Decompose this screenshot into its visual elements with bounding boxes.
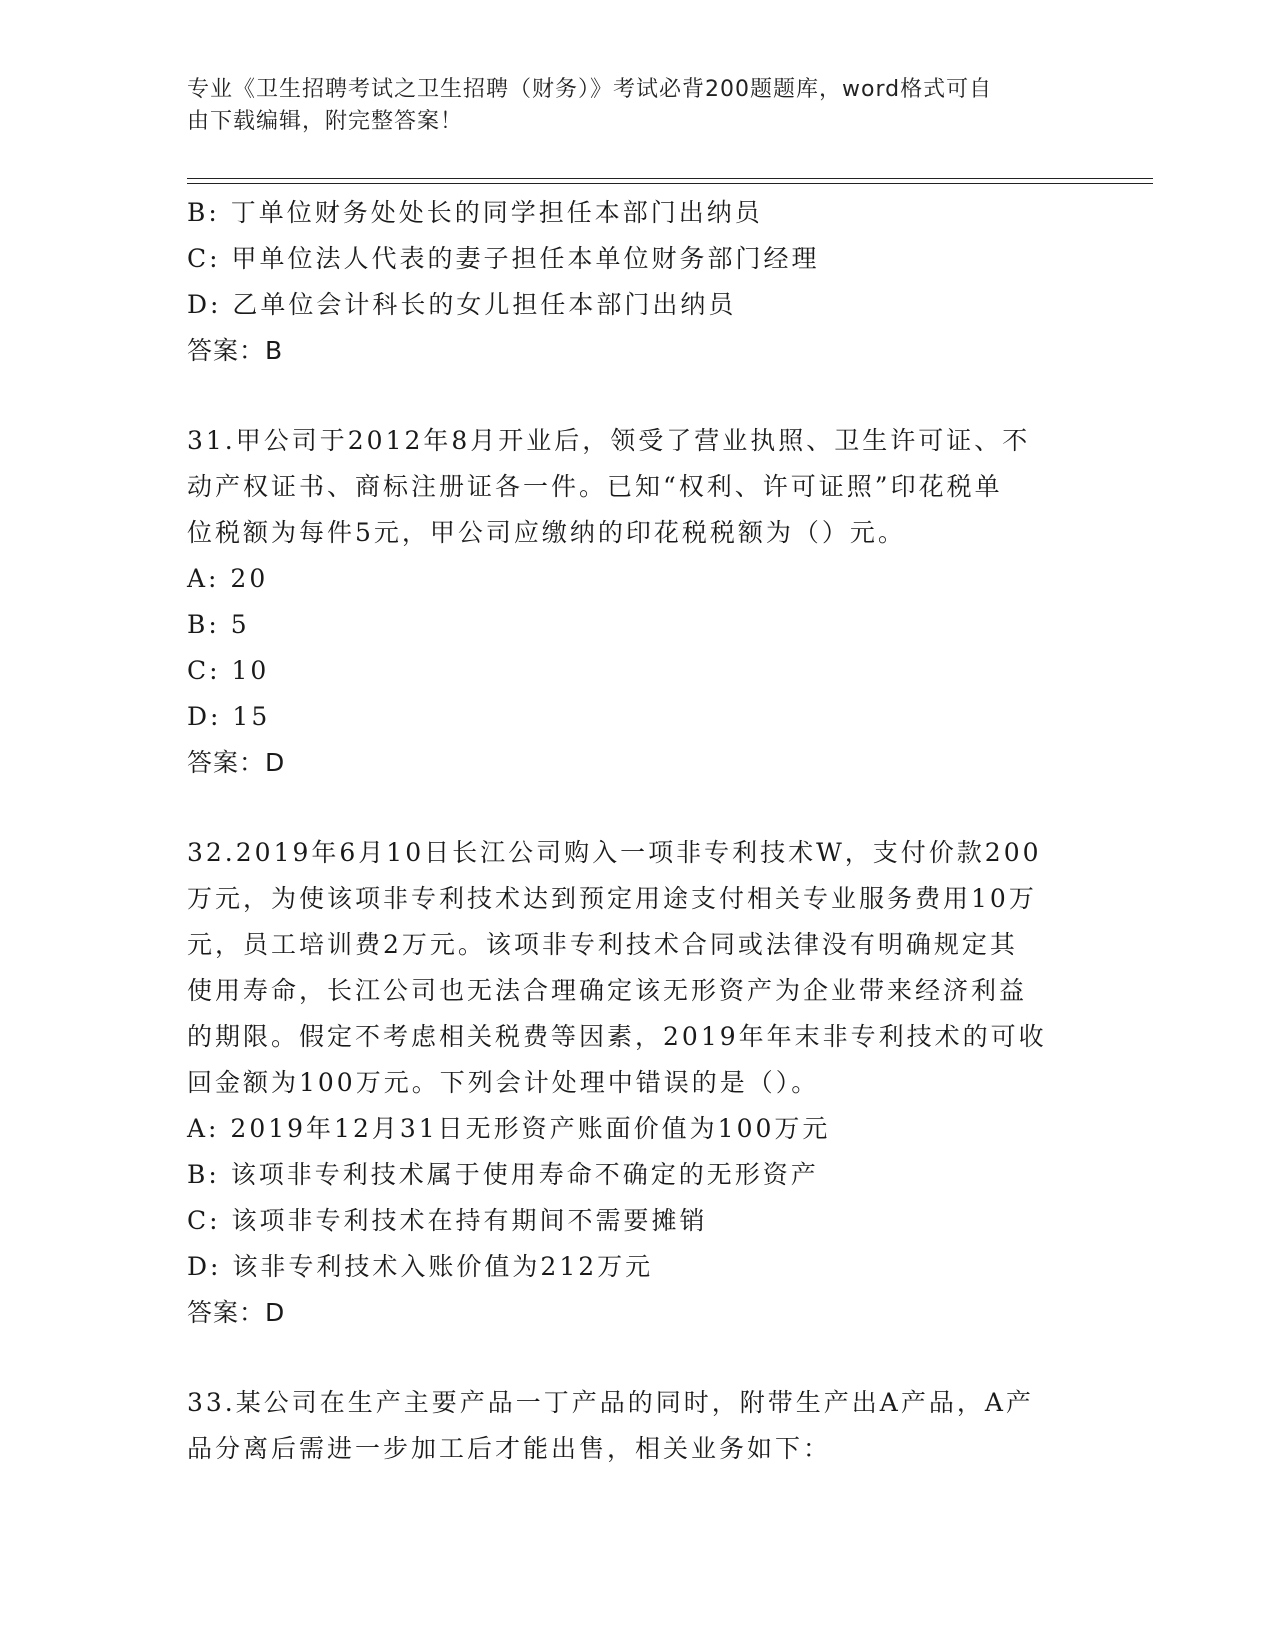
header-line-1: 专业《卫生招聘考试之卫生招聘（财务）》考试必背200题题库，word格式可自 bbox=[187, 77, 993, 102]
answer-line: 答案：D bbox=[187, 1298, 286, 1327]
option-b: B: 该项非专利技术属于使用寿命不确定的无形资产 bbox=[187, 1160, 819, 1189]
stem-line: 元，员工培训费2万元。该项非专利技术合同或法律没有明确规定其 bbox=[187, 930, 1018, 959]
answer-line: 答案：B bbox=[187, 336, 284, 365]
question-32 bbox=[187, 830, 1087, 1336]
stem-line: 32.2019年6月10日长江公司购入一项非专利技术W，支付价款200 bbox=[187, 838, 1042, 867]
option-a: A: 20 bbox=[187, 564, 269, 593]
document-body bbox=[187, 190, 1087, 1472]
option-c: C: 甲单位法人代表的妻子担任本单位财务部门经理 bbox=[187, 244, 820, 273]
stem-line: 位税额为每件5元，甲公司应缴纳的印花税税额为（）元。 bbox=[187, 518, 906, 547]
option-c: C: 10 bbox=[187, 656, 270, 685]
stem-line: 31.甲公司于2012年8月开业后，领受了营业执照、卫生许可证、不 bbox=[187, 426, 1031, 455]
option-c: C: 该项非专利技术在持有期间不需要摊销 bbox=[187, 1206, 708, 1235]
page-header bbox=[187, 74, 1087, 138]
question-stem bbox=[187, 1380, 1087, 1472]
question-stem bbox=[187, 418, 1087, 556]
stem-line: 动产权证书、商标注册证各一件。已知“权利、许可证照”印花税单 bbox=[187, 472, 1003, 501]
option-b: B: 5 bbox=[187, 610, 250, 639]
question-fragment bbox=[187, 190, 1087, 374]
question-stem bbox=[187, 830, 1087, 1106]
stem-line: 的期限。假定不考虑相关税费等因素，2019年年末非专利技术的可收 bbox=[187, 1022, 1047, 1051]
option-d: D: 15 bbox=[187, 702, 271, 731]
option-b: B: 丁单位财务处处长的同学担任本部门出纳员 bbox=[187, 198, 763, 227]
stem-line: 回金额为100万元。下列会计处理中错误的是（）。 bbox=[187, 1068, 820, 1097]
option-d: D: 该非专利技术入账价值为212万元 bbox=[187, 1252, 654, 1281]
question-33 bbox=[187, 1380, 1087, 1472]
stem-line: 33.某公司在生产主要产品一丁产品的同时，附带生产出A产品，A产 bbox=[187, 1388, 1034, 1417]
question-31 bbox=[187, 418, 1087, 786]
stem-line: 品分离后需进一步加工后才能出售，相关业务如下： bbox=[187, 1434, 832, 1463]
stem-line: 使用寿命，长江公司也无法合理确定该无形资产为企业带来经济利益 bbox=[187, 976, 1028, 1005]
header-line-2: 由下载编辑，附完整答案！ bbox=[187, 109, 464, 134]
option-d: D: 乙单位会计科长的女儿担任本部门出纳员 bbox=[187, 290, 737, 319]
answer-line: 答案：D bbox=[187, 748, 286, 777]
header-rule-top bbox=[187, 178, 1153, 179]
option-a: A: 2019年12月31日无形资产账面价值为100万元 bbox=[187, 1114, 831, 1143]
stem-line: 万元，为使该项非专利技术达到预定用途支付相关专业服务费用10万 bbox=[187, 884, 1037, 913]
header-rule-bottom bbox=[187, 183, 1153, 184]
